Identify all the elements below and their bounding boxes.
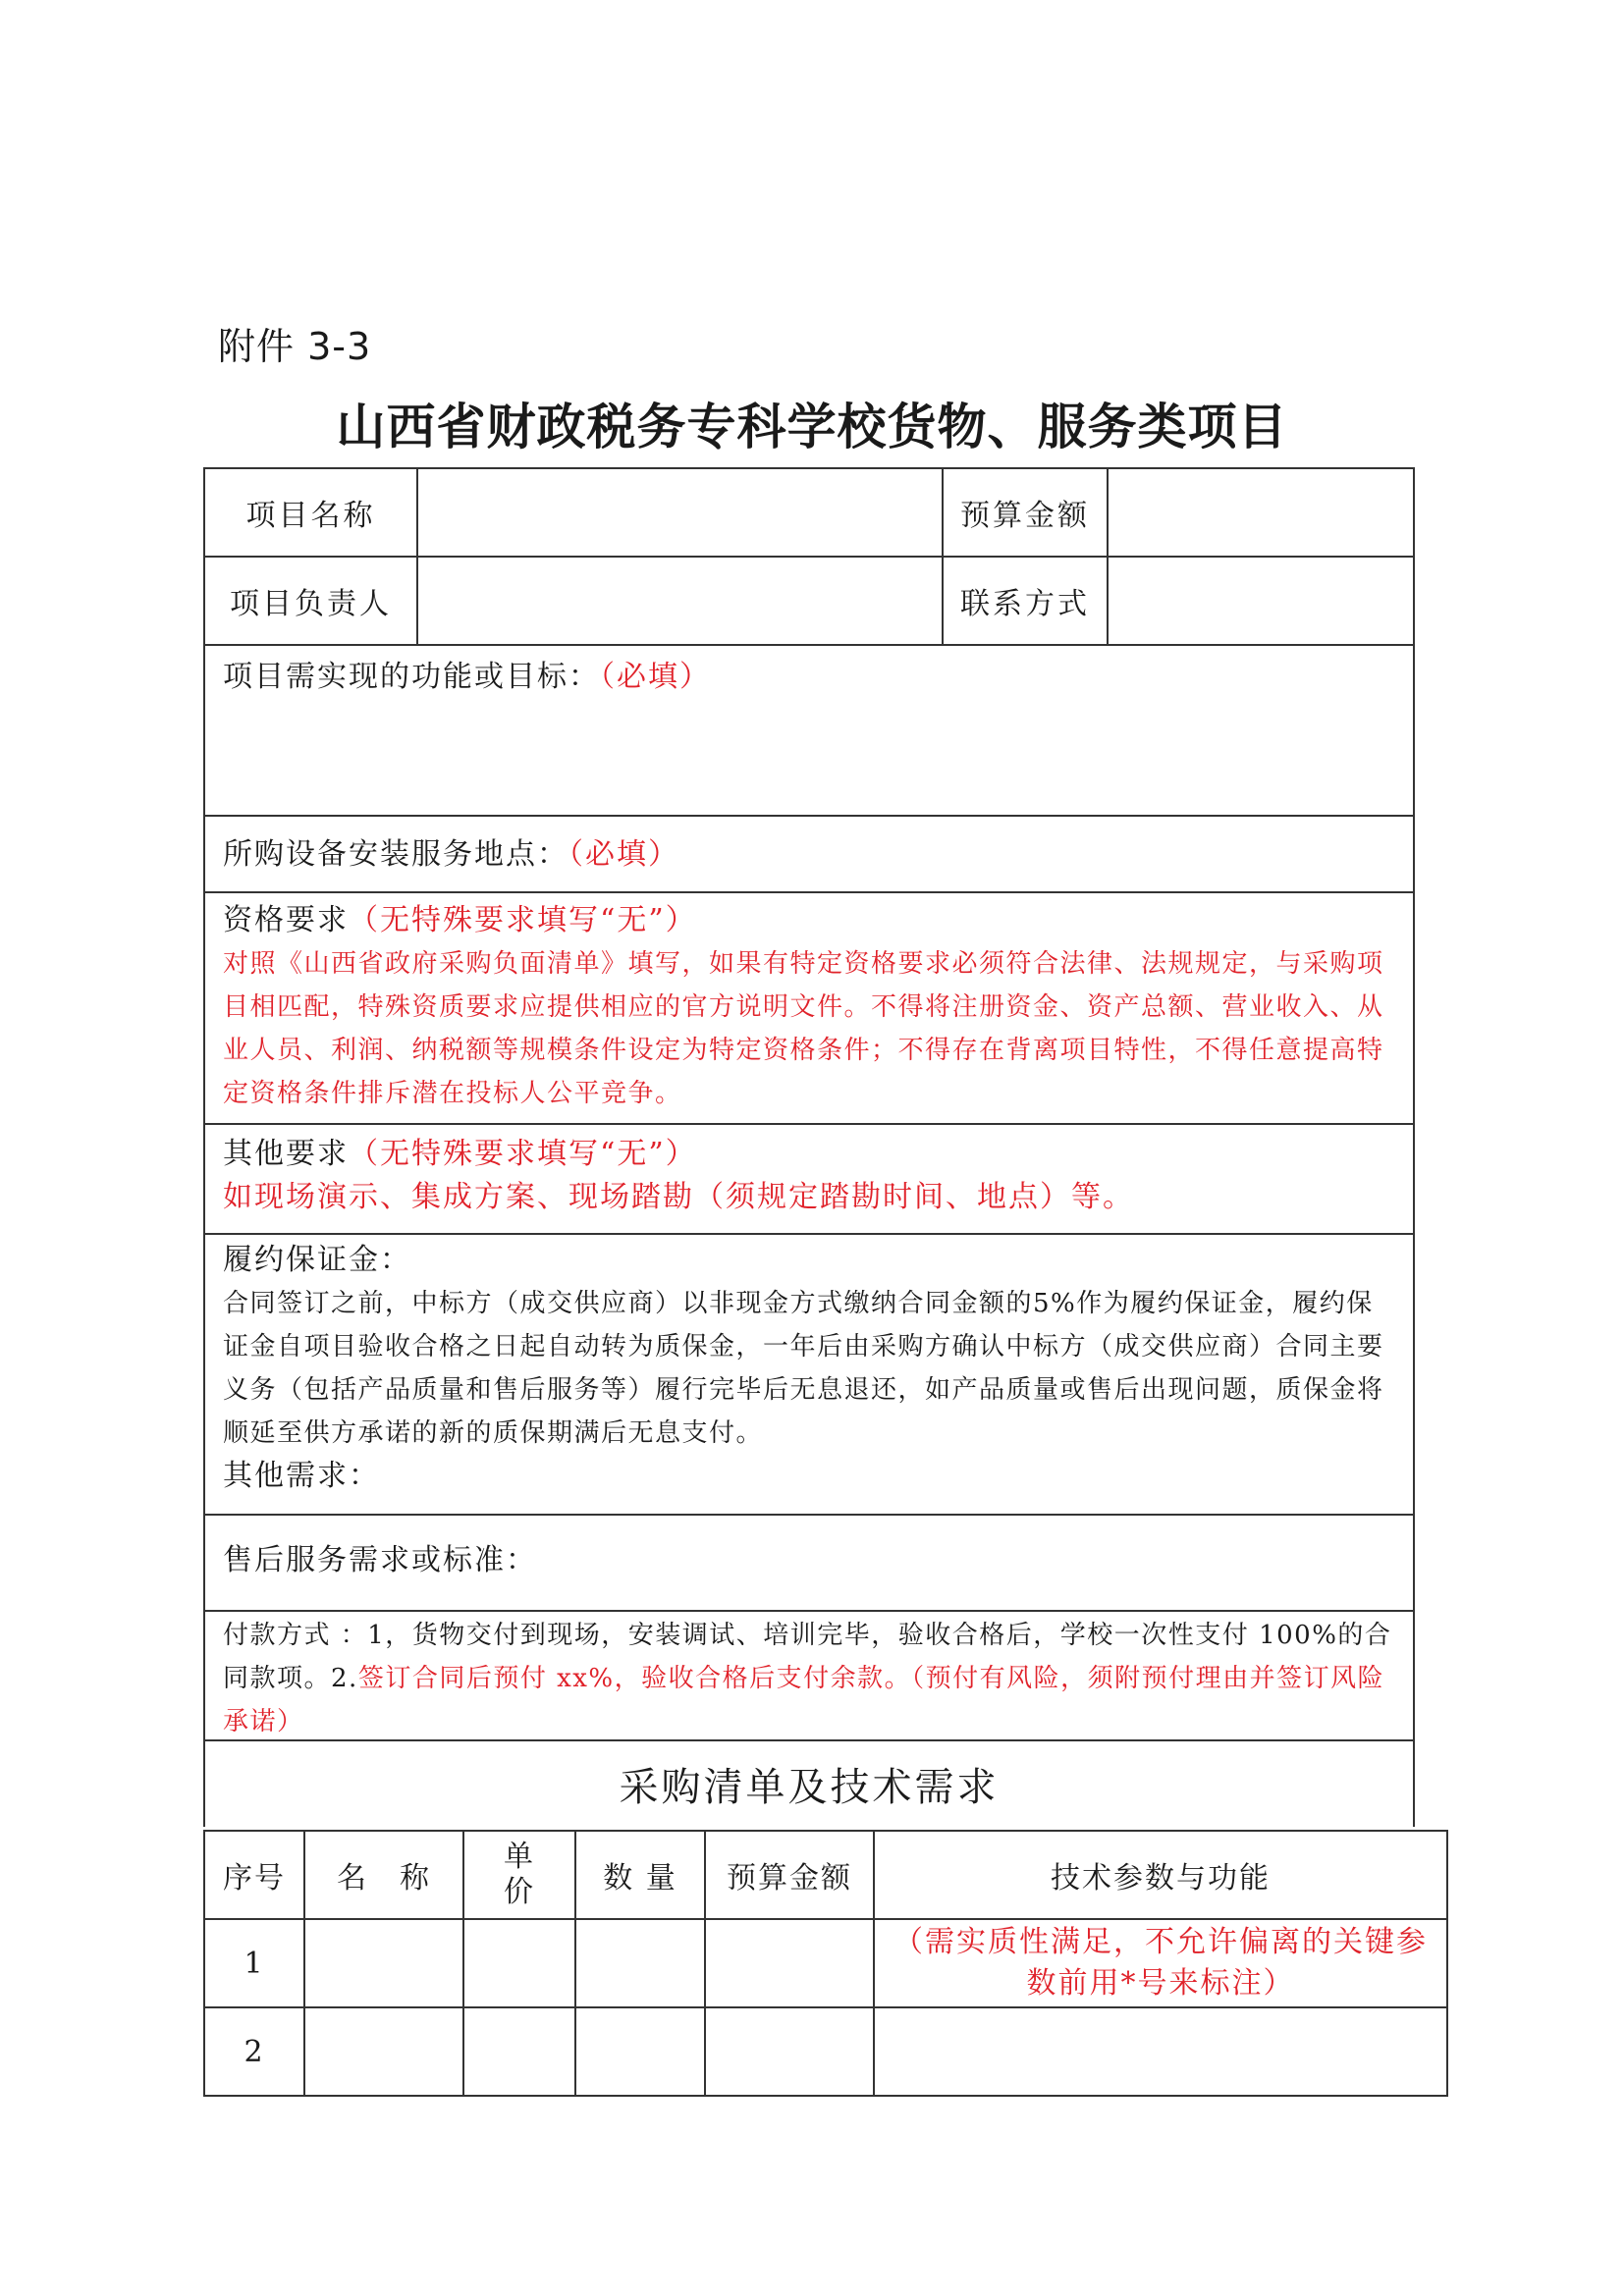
- other-needs-label: 其他需求：: [223, 1459, 380, 1493]
- budget-field[interactable]: [1109, 469, 1413, 556]
- payment-section[interactable]: [205, 1612, 1413, 1741]
- table-row: [204, 1919, 1447, 2007]
- form-row-manager-contact: [205, 558, 1413, 646]
- cell-tech[interactable]: [874, 2007, 1447, 2096]
- cell-unit-price[interactable]: [463, 2007, 575, 2096]
- manager-label: 项目负责人: [205, 558, 418, 644]
- col-header-no: 序号: [204, 1831, 304, 1919]
- project-form: [203, 467, 1415, 1827]
- other-requirements-body: 如现场演示、集成方案、现场踏勘（须规定踏勘时间、地点）等。: [223, 1180, 1134, 1214]
- col-header-quantity: 数 量: [575, 1831, 705, 1919]
- col-header-unit-price-text: 单价: [504, 1840, 535, 1909]
- qualification-note: （无特殊要求填写“无”）: [349, 903, 697, 937]
- manager-field[interactable]: [418, 558, 944, 644]
- goals-required-note: （必填）: [600, 660, 711, 694]
- goals-section[interactable]: [205, 646, 1413, 817]
- location-label: 所购设备安装服务地点：: [223, 837, 568, 872]
- contact-label: 联系方式: [944, 558, 1109, 644]
- cell-name[interactable]: [304, 1919, 463, 2007]
- performance-bond-label: 履约保证金：: [223, 1243, 411, 1277]
- col-header-name: 名 称: [304, 1831, 463, 1919]
- col-header-tech: 技术参数与功能: [874, 1831, 1447, 1919]
- procurement-title: 采购清单及技术需求: [619, 1765, 1000, 1810]
- project-name-field[interactable]: [418, 469, 944, 556]
- col-header-budget: 预算金额: [705, 1831, 874, 1919]
- cell-no: 2: [204, 2007, 304, 2096]
- attachment-label: 附件 3-3: [218, 325, 372, 368]
- qualification-body: 对照《山西省政府采购负面清单》填写，如果有特定资格要求必须符合法律、法规规定，与采购项目相匹配，特殊资质要求应提供相应的官方说明文件。不得将注册资金、资产总额、营业收入、从业人员、利润、纳税额等规模条件设定为特定资格条件；不得存在背离项目特性，不得任意提高特定资格条件排斥潜在投标人公平竞争。: [223, 949, 1384, 1108]
- other-requirements-note: （无特殊要求填写“无”）: [349, 1137, 697, 1171]
- contact-field[interactable]: [1109, 558, 1413, 644]
- cell-budget[interactable]: [705, 1919, 874, 2007]
- cell-tech[interactable]: （需实质性满足，不允许偏离的关键参数前用*号来标注）: [874, 1919, 1447, 2007]
- location-section[interactable]: [205, 817, 1413, 893]
- col-header-unit-price: [463, 1831, 575, 1919]
- cell-budget[interactable]: [705, 2007, 874, 2096]
- cell-quantity[interactable]: [575, 1919, 705, 2007]
- qualification-section[interactable]: [205, 893, 1413, 1125]
- other-requirements-label: 其他要求: [223, 1137, 349, 1171]
- performance-bond-body: 合同签订之前，中标方（成交供应商）以非现金方式缴纳合同金额的5%作为履约保证金，履约保证金自项目验收合格之日起自动转为质保金，一年后由采购方确认中标方（成交供应商）合同主要义务（包括产品质量和售后服务等）履行完毕后无息退还，如产品质量或售后出现问题，质保金将顺延至供方承诺的新的质保期满后无息支付。: [223, 1289, 1384, 1448]
- table-header-row: [204, 1831, 1447, 1919]
- cell-quantity[interactable]: [575, 2007, 705, 2096]
- other-requirements-section[interactable]: [205, 1125, 1413, 1235]
- budget-label: 预算金额: [944, 469, 1109, 556]
- performance-bond-section[interactable]: [205, 1235, 1413, 1516]
- project-name-label: 项目名称: [205, 469, 418, 556]
- cell-no: 1: [204, 1919, 304, 2007]
- payment-text: 付款方式 ：1，货物交付到现场，安装调试、培训完毕，验收合格后，学校一次性支付 100%的合同款项。2.: [223, 1621, 1392, 1693]
- after-sales-section[interactable]: [205, 1516, 1413, 1612]
- procurement-table: [203, 1830, 1448, 2097]
- form-row-name-budget: [205, 469, 1413, 558]
- location-required-note: （必填）: [568, 837, 679, 872]
- qualification-label: 资格要求: [223, 903, 349, 937]
- after-sales-label: 售后服务需求或标准：: [223, 1543, 537, 1577]
- table-row: [204, 2007, 1447, 2096]
- cell-unit-price[interactable]: [463, 1919, 575, 2007]
- goals-label: 项目需实现的功能或目标：: [223, 660, 600, 694]
- document-title: 山西省财政税务专科学校货物、服务类项目: [336, 398, 1288, 455]
- cell-name[interactable]: [304, 2007, 463, 2096]
- payment-prepay-note: 签订合同后预付 xx%，验收合格后支付余款。（预付有风险，须附预付理由并签订风险承诺）: [223, 1664, 1385, 1736]
